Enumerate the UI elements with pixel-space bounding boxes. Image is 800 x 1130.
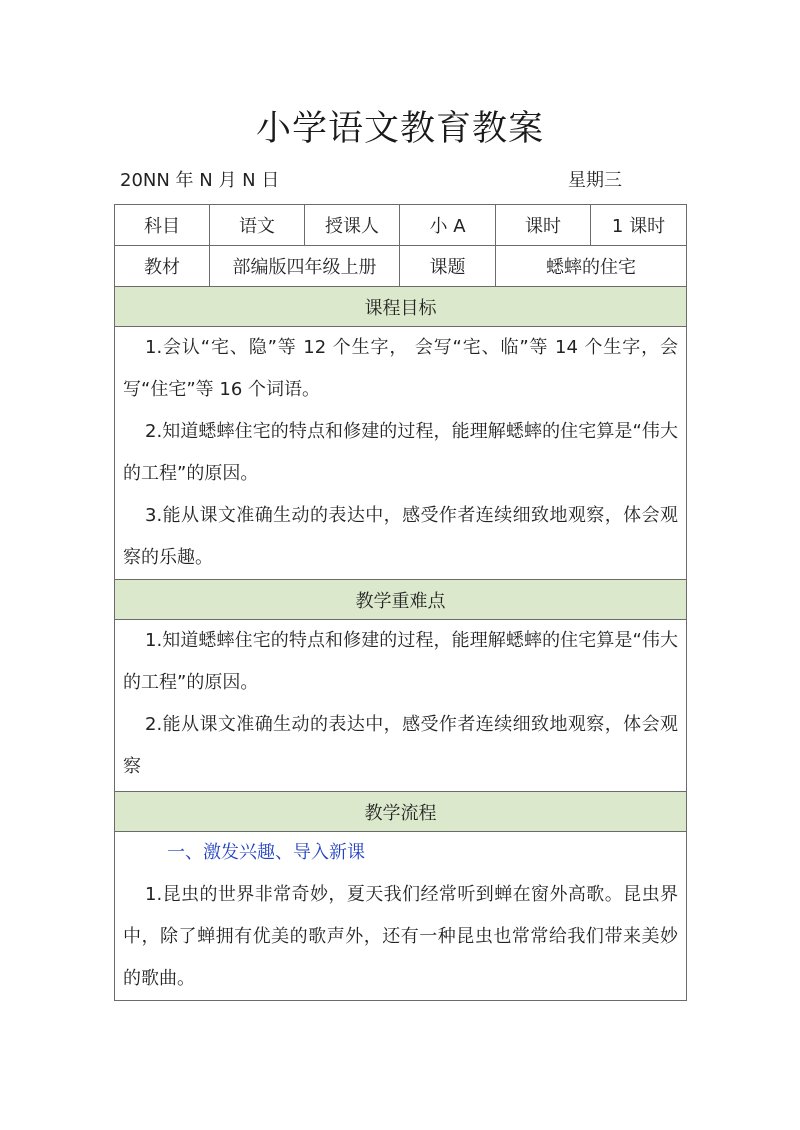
- keypoints-heading: 教学重难点: [115, 580, 687, 620]
- process-paragraph: 1.昆虫的世界非常奇妙，夏天我们经常听到蝉在窗外高歌。昆虫界中，除了蝉拥有优美的歌声外，还有一种昆虫也常常给我们带来美妙的歌曲。: [123, 884, 678, 989]
- topic-value: 蟋蟀的住宅: [496, 246, 687, 287]
- section-header-goals: [115, 287, 687, 327]
- goals-heading: 课程目标: [115, 287, 687, 327]
- lesson-plan-table: [114, 204, 687, 1001]
- section-body-keypoints: [115, 620, 687, 792]
- topic-label: 课题: [400, 246, 496, 287]
- document-title: 小学语文教育教案: [255, 109, 544, 149]
- keypoint-paragraph: 2.能从课文准确生动的表达中，感受作者连续细致地观察，体会观察: [123, 714, 678, 777]
- section-header-process: [115, 792, 687, 832]
- hours-label: 课时: [496, 205, 591, 246]
- teacher-value: 小 A: [400, 205, 496, 246]
- process-heading: 教学流程: [115, 792, 687, 832]
- info-row-1: [115, 205, 687, 246]
- lesson-date: 20NN 年 N 月 N 日: [120, 170, 280, 191]
- process-subheading: 一、激发兴趣、导入新课: [167, 842, 365, 863]
- textbook-value: 部编版四年级上册: [210, 246, 400, 287]
- teacher-label: 授课人: [305, 205, 400, 246]
- section-header-keypoints: [115, 580, 687, 620]
- section-body-goals: [115, 327, 687, 580]
- goal-paragraph: 1.会认“宅、隐”等 12 个生字， 会写“宅、临”等 14 个生字，会写“住宅”等 16 个词语。: [123, 337, 678, 400]
- goal-paragraph: 2.知道蟋蟀住宅的特点和修建的过程，能理解蟋蟀的住宅算是“伟大的工程”的原因。: [123, 421, 678, 484]
- keypoint-paragraph: 1.知道蟋蟀住宅的特点和修建的过程，能理解蟋蟀的住宅算是“伟大的工程”的原因。: [123, 630, 678, 693]
- section-body-process: [115, 832, 687, 1001]
- subject-value: 语文: [210, 205, 305, 246]
- info-row-2: [115, 246, 687, 287]
- hours-value: 1 课时: [591, 205, 687, 246]
- textbook-label: 教材: [115, 246, 210, 287]
- subject-label: 科目: [115, 205, 210, 246]
- lesson-weekday: 星期三: [568, 170, 622, 191]
- goal-paragraph: 3.能从课文准确生动的表达中，感受作者连续细致地观察，体会观察的乐趣。: [123, 505, 678, 568]
